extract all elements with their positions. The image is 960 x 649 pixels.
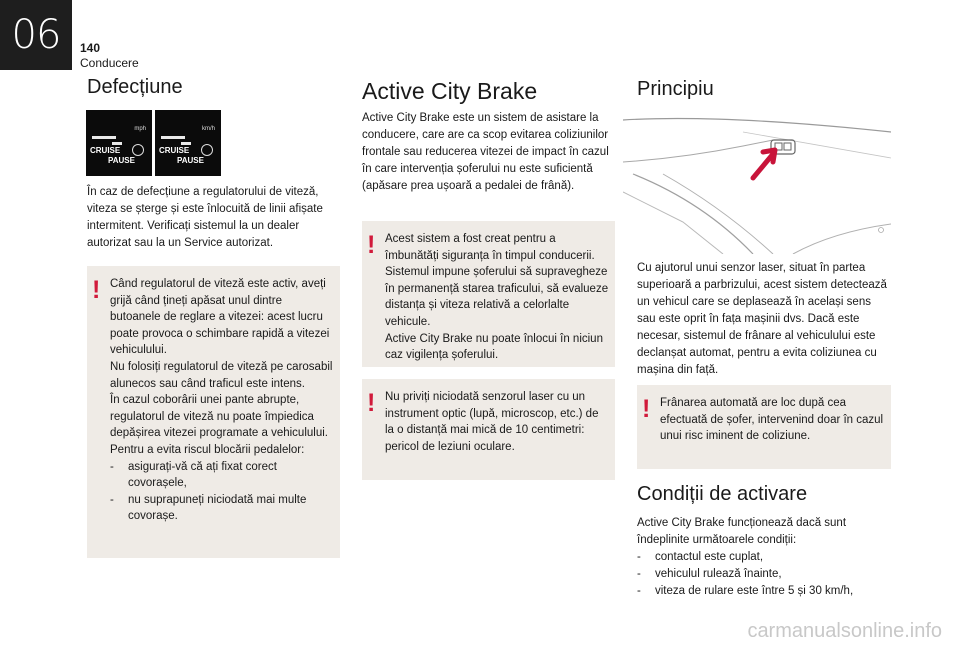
note-line: Frânarea automată are loc după cea efectuată de șofer, intervenind doar în cazul unui risc iminent de coliziune. [660,397,884,443]
dash-bar [161,136,185,139]
warning-note-laser [362,379,615,480]
pointer-arrow-icon [753,150,775,178]
list-item: - asigurați-vă că ați fixat corect covorașele, [110,460,277,490]
warning-icon: ! [367,389,376,417]
cluster-display-kmh [155,110,221,176]
list-item: - vehiculul rulează înainte, [637,568,782,580]
note-text [385,231,609,364]
watermark: carmanualsonline.info [747,620,942,642]
cruise-label: CRUISE [159,146,190,155]
heading-defectiune: Defecțiune [87,76,183,98]
note-line: În cazul coborârii unei pante abrupte, regulatorul de viteză nu poate împiedica depășirea vitezei programate a vehiculului. [110,394,328,440]
warning-icon: ! [367,231,376,259]
unit-label: km/h [201,126,215,132]
list-item-text: asigurați-vă că ați fixat corect covorașele, [128,460,277,490]
dash-bar [112,142,122,145]
note-line: Active City Brake nu poate înlocui în niciun caz vigilența șoferului. [385,332,603,362]
warning-note-cruise [87,266,340,558]
heading-conditii-activare: Condiții de activare [637,483,808,505]
warning-note-system [362,221,615,367]
defectiune-paragraph: În caz de defecțiune a regulatorului de viteză, viteza se șterge și este înlocuită de linii afișate intermitent. Verificați sistemul la un dealer autorizat sau la un Service autorizat. [87,186,323,249]
cluster-display-mph [86,110,152,176]
note-text [660,395,885,445]
list-item-text: nu suprapuneți niciodată mai multe covorașe. [128,493,307,523]
windshield-sensor-illustration [623,112,891,254]
conditii-intro: Active City Brake funcționează dacă sunt îndeplinite următoarele condiții: [637,517,847,546]
dash-bar [92,136,116,139]
note-text [110,276,334,525]
list-item-text: vehiculul rulează înainte, [655,568,782,580]
dash-bar [181,142,191,145]
note-line: Nu folosiți regulatorul de viteză pe carosabil alunecos sau când traficul este intens. [110,360,333,390]
acb-paragraph: Active City Brake este un sistem de asistare la conducere, care are ca scop evitarea coliziunilor frontale sau reducerea vitezei de impact în cazul în care intervenția șoferului nu este suficientă (apăsare prea ușoară a pedalei de frână). [362,112,609,192]
cruise-label: CRUISE [90,146,121,155]
speed-limiter-icon [201,144,213,156]
list-item: - contactul este cuplat, [637,551,764,563]
note-text [385,389,609,455]
section-name: Conducere [80,56,139,70]
note-line: Când regulatorul de viteză este activ, aveți grijă când țineți apăsat unul dintre butoanele de reglare a vitezei: acest lucru poate provoca o schimbare rapidă a vitezei vehiculului. [110,278,330,357]
warning-note-braking [637,385,891,469]
page-number: 140 [80,41,101,55]
speed-limiter-icon [132,144,144,156]
list-item-text: contactul este cuplat, [655,551,764,563]
unit-label: mph [134,126,146,132]
note-line: Sistemul impune șoferului să supravegheze în permanență starea traficului, să evalueze distanța și viteza relativă a celorlalte vehicule. [385,266,609,328]
list-item-text: viteza de rulare este între 5 și 30 km/h, [655,585,854,597]
list-item: - viteza de rulare este între 5 și 30 km/h, [637,585,854,597]
pause-label: PAUSE [108,156,135,165]
principiu-paragraph: Cu ajutorul unui senzor laser, situat în partea superioară a parbrizului, acest sistem detectează un vehicul care se deplasează în același sens sau este oprit în fața mașinii dvs. Dacă este necesar, sistemul de frânare al vehiculului este declanșat automat, pentru a evita coliziunea cu mașina din față. [637,262,887,376]
note-line: Acest sistem a fost creat pentru a îmbunătăți siguranța în timpul conducerii. [385,233,595,262]
list-item: - nu suprapuneți niciodată mai multe covorașe. [110,493,307,523]
note-line: Pentru a evita riscul blocării pedalelor: [110,443,305,456]
heading-principiu: Principiu [637,78,714,100]
pause-label: PAUSE [177,156,204,165]
note-line: Nu priviți niciodată senzorul laser cu un instrument optic (lupă, microscop, etc.) de la o distanță mai mică de 10 centimetri: pericol de leziuni oculare. [385,391,599,453]
warning-icon: ! [92,276,101,304]
warning-icon: ! [642,395,651,423]
heading-active-city-brake: Active City Brake [362,78,538,104]
chapter-number: 06 [0,0,72,70]
conditii-list [637,515,889,600]
